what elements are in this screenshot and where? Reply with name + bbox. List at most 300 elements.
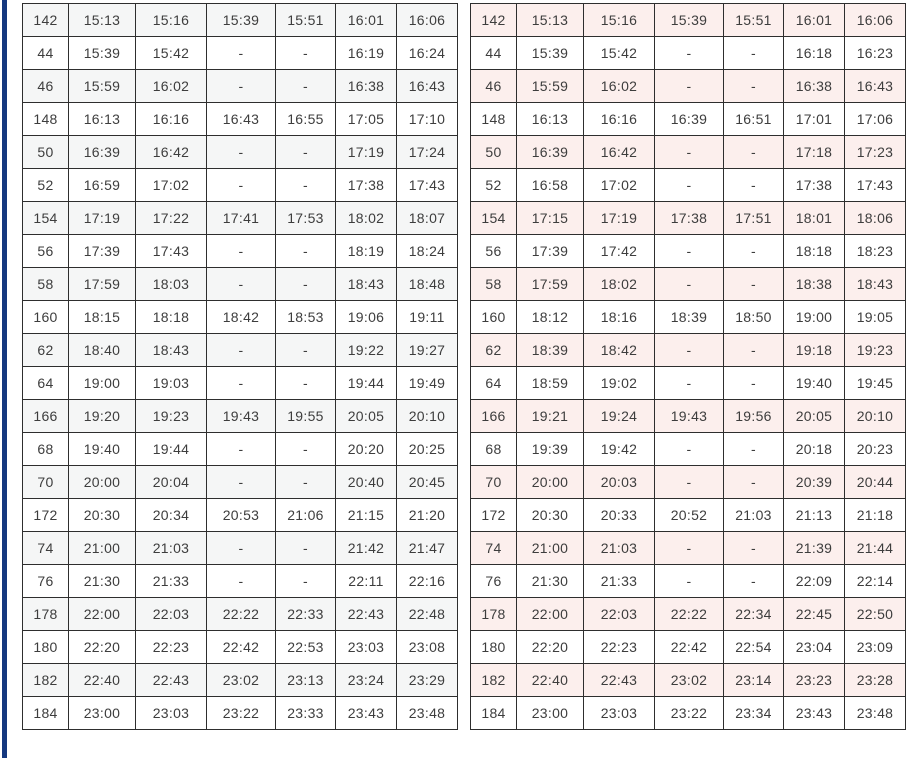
time-cell: 19:40: [69, 433, 136, 466]
table-row: [471, 334, 906, 367]
time-cell: 18:42: [207, 301, 276, 334]
time-cell: 19:23: [845, 334, 906, 367]
time-cell: 23:03: [336, 631, 397, 664]
time-cell: 21:30: [69, 565, 136, 598]
time-cell: 15:59: [69, 70, 136, 103]
time-cell: 19:18: [784, 334, 845, 367]
time-cell: 19:27: [397, 334, 458, 367]
time-cell: 15:59: [517, 70, 584, 103]
time-cell: -: [655, 37, 724, 70]
time-cell: 21:00: [517, 532, 584, 565]
route-number-cell: 166: [471, 400, 517, 433]
table-row: [23, 268, 458, 301]
time-cell: 20:30: [517, 499, 584, 532]
time-cell: 17:38: [784, 169, 845, 202]
table-row: [23, 70, 458, 103]
time-cell: 22:20: [517, 631, 584, 664]
time-cell: 20:04: [136, 466, 207, 499]
time-cell: 22:03: [136, 598, 207, 631]
route-number-cell: 160: [23, 301, 69, 334]
time-cell: 17:02: [584, 169, 655, 202]
route-number-cell: 172: [23, 499, 69, 532]
time-cell: 16:55: [276, 103, 336, 136]
time-cell: 23:28: [845, 664, 906, 697]
time-cell: 16:42: [136, 136, 207, 169]
route-number-cell: 172: [471, 499, 517, 532]
time-cell: 21:06: [276, 499, 336, 532]
time-cell: 23:14: [724, 664, 784, 697]
time-cell: 16:43: [845, 70, 906, 103]
route-number-cell: 74: [471, 532, 517, 565]
time-cell: 20:33: [584, 499, 655, 532]
route-number-cell: 160: [471, 301, 517, 334]
time-cell: 17:43: [136, 235, 207, 268]
time-cell: 22:00: [517, 598, 584, 631]
time-cell: 19:40: [784, 367, 845, 400]
time-cell: 16:43: [207, 103, 276, 136]
time-cell: 21:42: [336, 532, 397, 565]
time-cell: -: [276, 532, 336, 565]
time-cell: 17:41: [207, 202, 276, 235]
time-cell: -: [207, 136, 276, 169]
time-cell: -: [655, 169, 724, 202]
time-cell: 22:40: [517, 664, 584, 697]
time-cell: 22:22: [207, 598, 276, 631]
time-cell: 23:03: [584, 697, 655, 730]
route-number-cell: 76: [23, 565, 69, 598]
time-cell: 17:53: [276, 202, 336, 235]
time-cell: 20:05: [336, 400, 397, 433]
time-cell: 16:13: [69, 103, 136, 136]
time-cell: 15:51: [276, 4, 336, 37]
table-row: [23, 367, 458, 400]
timetable-left-body: [23, 4, 458, 730]
route-number-cell: 44: [23, 37, 69, 70]
time-cell: 17:38: [655, 202, 724, 235]
route-number-cell: 50: [23, 136, 69, 169]
time-cell: 16:38: [784, 70, 845, 103]
route-number-cell: 52: [23, 169, 69, 202]
time-cell: 17:38: [336, 169, 397, 202]
time-cell: 23:29: [397, 664, 458, 697]
time-cell: 19:44: [336, 367, 397, 400]
table-row: [471, 103, 906, 136]
route-number-cell: 68: [23, 433, 69, 466]
time-cell: -: [655, 433, 724, 466]
time-cell: 22:20: [69, 631, 136, 664]
time-cell: 23:33: [276, 697, 336, 730]
time-cell: 19:05: [845, 301, 906, 334]
time-cell: 22:22: [655, 598, 724, 631]
table-row: [23, 532, 458, 565]
table-row: [23, 697, 458, 730]
route-number-cell: 148: [471, 103, 517, 136]
time-cell: 19:43: [655, 400, 724, 433]
time-cell: 19:44: [136, 433, 207, 466]
time-cell: 15:13: [69, 4, 136, 37]
table-row: [471, 202, 906, 235]
table-row: [471, 235, 906, 268]
time-cell: -: [655, 235, 724, 268]
time-cell: -: [724, 169, 784, 202]
time-cell: 20:45: [397, 466, 458, 499]
route-number-cell: 62: [471, 334, 517, 367]
time-cell: 22:43: [136, 664, 207, 697]
route-number-cell: 142: [471, 4, 517, 37]
route-number-cell: 44: [471, 37, 517, 70]
time-cell: 20:05: [784, 400, 845, 433]
table-row: [471, 37, 906, 70]
time-cell: 17:42: [584, 235, 655, 268]
time-cell: 22:23: [584, 631, 655, 664]
time-cell: 16:02: [136, 70, 207, 103]
time-cell: 18:42: [584, 334, 655, 367]
time-cell: -: [724, 70, 784, 103]
table-row: [23, 37, 458, 70]
table-row: [23, 631, 458, 664]
route-number-cell: 182: [23, 664, 69, 697]
time-cell: 16:39: [517, 136, 584, 169]
time-cell: 23:00: [517, 697, 584, 730]
time-cell: 20:30: [69, 499, 136, 532]
time-cell: 19:20: [69, 400, 136, 433]
table-row: [23, 565, 458, 598]
time-cell: 19:00: [69, 367, 136, 400]
time-cell: 18:18: [784, 235, 845, 268]
time-cell: 15:39: [207, 4, 276, 37]
table-row: [471, 70, 906, 103]
time-cell: 23:22: [207, 697, 276, 730]
time-cell: 21:18: [845, 499, 906, 532]
time-cell: 19:24: [584, 400, 655, 433]
route-number-cell: 56: [23, 235, 69, 268]
time-cell: 20:20: [336, 433, 397, 466]
time-cell: -: [724, 466, 784, 499]
time-cell: 16:43: [397, 70, 458, 103]
timetable-right: [470, 3, 906, 730]
time-cell: 19:02: [584, 367, 655, 400]
time-cell: -: [276, 169, 336, 202]
time-cell: 23:00: [69, 697, 136, 730]
left-accent-bar: [2, 0, 7, 758]
time-cell: 21:03: [584, 532, 655, 565]
time-cell: 17:19: [336, 136, 397, 169]
time-cell: 18:24: [397, 235, 458, 268]
time-cell: -: [276, 37, 336, 70]
time-cell: 23:02: [655, 664, 724, 697]
time-cell: 20:44: [845, 466, 906, 499]
table-row: [471, 433, 906, 466]
time-cell: 23:08: [397, 631, 458, 664]
time-cell: -: [207, 565, 276, 598]
time-cell: 18:48: [397, 268, 458, 301]
route-number-cell: 70: [471, 466, 517, 499]
time-cell: 23:23: [784, 664, 845, 697]
time-cell: -: [276, 367, 336, 400]
time-cell: 22:09: [784, 565, 845, 598]
route-number-cell: 46: [23, 70, 69, 103]
time-cell: 22:23: [136, 631, 207, 664]
table-row: [471, 664, 906, 697]
time-cell: 15:16: [136, 4, 207, 37]
time-cell: 16:18: [784, 37, 845, 70]
route-number-cell: 58: [471, 268, 517, 301]
time-cell: -: [724, 37, 784, 70]
time-cell: 17:59: [517, 268, 584, 301]
time-cell: 23:03: [136, 697, 207, 730]
route-number-cell: 62: [23, 334, 69, 367]
time-cell: -: [724, 565, 784, 598]
time-cell: 16:16: [136, 103, 207, 136]
time-cell: 16:16: [584, 103, 655, 136]
time-cell: -: [207, 466, 276, 499]
time-cell: 17:05: [336, 103, 397, 136]
time-cell: 18:59: [517, 367, 584, 400]
route-number-cell: 178: [23, 598, 69, 631]
time-cell: 22:48: [397, 598, 458, 631]
time-cell: 18:18: [136, 301, 207, 334]
time-cell: 21:39: [784, 532, 845, 565]
time-cell: 21:33: [136, 565, 207, 598]
route-number-cell: 76: [471, 565, 517, 598]
time-cell: -: [276, 565, 336, 598]
time-cell: 23:22: [655, 697, 724, 730]
table-row: [23, 664, 458, 697]
time-cell: 17:19: [69, 202, 136, 235]
timetable-left: [22, 3, 458, 730]
route-number-cell: 154: [23, 202, 69, 235]
time-cell: 15:39: [655, 4, 724, 37]
time-cell: 15:51: [724, 4, 784, 37]
time-cell: -: [276, 433, 336, 466]
time-cell: 21:44: [845, 532, 906, 565]
time-cell: -: [276, 70, 336, 103]
time-cell: 23:43: [336, 697, 397, 730]
time-cell: 22:54: [724, 631, 784, 664]
route-number-cell: 68: [471, 433, 517, 466]
time-cell: -: [207, 169, 276, 202]
time-cell: 16:01: [784, 4, 845, 37]
time-cell: 23:48: [397, 697, 458, 730]
time-cell: 17:43: [845, 169, 906, 202]
time-cell: 16:59: [69, 169, 136, 202]
time-cell: 19:43: [207, 400, 276, 433]
time-cell: 16:51: [724, 103, 784, 136]
time-cell: 18:43: [336, 268, 397, 301]
time-cell: 18:38: [784, 268, 845, 301]
time-cell: -: [276, 235, 336, 268]
route-number-cell: 50: [471, 136, 517, 169]
time-cell: 22:43: [584, 664, 655, 697]
time-cell: 22:53: [276, 631, 336, 664]
time-cell: 22:45: [784, 598, 845, 631]
time-cell: 23:48: [845, 697, 906, 730]
time-cell: 20:03: [584, 466, 655, 499]
time-cell: 17:10: [397, 103, 458, 136]
time-cell: 15:13: [517, 4, 584, 37]
table-row: [471, 136, 906, 169]
route-number-cell: 58: [23, 268, 69, 301]
time-cell: -: [655, 466, 724, 499]
time-cell: 22:33: [276, 598, 336, 631]
time-cell: 15:39: [517, 37, 584, 70]
time-cell: 22:42: [655, 631, 724, 664]
time-cell: 18:43: [845, 268, 906, 301]
table-row: [471, 301, 906, 334]
time-cell: 21:30: [517, 565, 584, 598]
time-cell: 17:22: [136, 202, 207, 235]
route-number-cell: 184: [23, 697, 69, 730]
time-cell: -: [276, 268, 336, 301]
route-number-cell: 64: [471, 367, 517, 400]
table-row: [471, 466, 906, 499]
time-cell: 21:13: [784, 499, 845, 532]
time-cell: -: [207, 433, 276, 466]
table-row: [23, 136, 458, 169]
time-cell: 16:02: [584, 70, 655, 103]
time-cell: -: [207, 37, 276, 70]
time-cell: 21:00: [69, 532, 136, 565]
time-cell: 17:39: [517, 235, 584, 268]
time-cell: 18:39: [655, 301, 724, 334]
time-cell: 16:01: [336, 4, 397, 37]
time-cell: 21:20: [397, 499, 458, 532]
time-cell: 20:40: [336, 466, 397, 499]
time-cell: 20:10: [845, 400, 906, 433]
time-cell: 17:51: [724, 202, 784, 235]
time-cell: 22:11: [336, 565, 397, 598]
table-row: [23, 499, 458, 532]
route-number-cell: 56: [471, 235, 517, 268]
time-cell: 19:42: [584, 433, 655, 466]
time-cell: 18:39: [517, 334, 584, 367]
time-cell: -: [655, 565, 724, 598]
table-row: [23, 235, 458, 268]
time-cell: 18:02: [584, 268, 655, 301]
route-number-cell: 182: [471, 664, 517, 697]
time-cell: -: [724, 136, 784, 169]
table-row: [471, 4, 906, 37]
table-row: [471, 169, 906, 202]
time-cell: 22:03: [584, 598, 655, 631]
time-cell: -: [276, 466, 336, 499]
time-cell: 18:02: [336, 202, 397, 235]
time-cell: 16:23: [845, 37, 906, 70]
time-cell: 22:42: [207, 631, 276, 664]
route-number-cell: 142: [23, 4, 69, 37]
table-row: [471, 631, 906, 664]
time-cell: 20:34: [136, 499, 207, 532]
time-cell: -: [655, 532, 724, 565]
time-cell: 16:06: [397, 4, 458, 37]
time-cell: 23:24: [336, 664, 397, 697]
time-cell: 20:23: [845, 433, 906, 466]
time-cell: 21:15: [336, 499, 397, 532]
time-cell: 19:56: [724, 400, 784, 433]
time-cell: -: [207, 268, 276, 301]
route-number-cell: 166: [23, 400, 69, 433]
time-cell: 22:14: [845, 565, 906, 598]
table-row: [471, 565, 906, 598]
time-cell: -: [655, 334, 724, 367]
route-number-cell: 148: [23, 103, 69, 136]
route-number-cell: 52: [471, 169, 517, 202]
time-cell: -: [724, 235, 784, 268]
time-cell: -: [724, 433, 784, 466]
time-cell: 19:49: [397, 367, 458, 400]
time-cell: 15:16: [584, 4, 655, 37]
time-cell: 18:19: [336, 235, 397, 268]
time-cell: -: [724, 268, 784, 301]
time-cell: 18:03: [136, 268, 207, 301]
table-row: [23, 598, 458, 631]
time-cell: 23:43: [784, 697, 845, 730]
time-cell: -: [207, 334, 276, 367]
time-cell: 17:19: [584, 202, 655, 235]
time-cell: 18:01: [784, 202, 845, 235]
route-number-cell: 180: [23, 631, 69, 664]
table-row: [471, 367, 906, 400]
time-cell: 18:43: [136, 334, 207, 367]
time-cell: -: [207, 532, 276, 565]
time-cell: 17:01: [784, 103, 845, 136]
time-cell: 19:55: [276, 400, 336, 433]
time-cell: 22:00: [69, 598, 136, 631]
time-cell: 16:19: [336, 37, 397, 70]
table-row: [471, 268, 906, 301]
time-cell: 17:02: [136, 169, 207, 202]
time-cell: -: [655, 136, 724, 169]
time-cell: 16:58: [517, 169, 584, 202]
time-cell: 23:13: [276, 664, 336, 697]
time-cell: 23:04: [784, 631, 845, 664]
time-cell: -: [276, 136, 336, 169]
table-row: [23, 334, 458, 367]
time-cell: -: [207, 367, 276, 400]
time-cell: 22:50: [845, 598, 906, 631]
time-cell: 19:03: [136, 367, 207, 400]
time-cell: 17:06: [845, 103, 906, 136]
time-cell: 16:13: [517, 103, 584, 136]
time-cell: 20:18: [784, 433, 845, 466]
time-cell: 19:11: [397, 301, 458, 334]
time-cell: 21:03: [724, 499, 784, 532]
time-cell: 17:18: [784, 136, 845, 169]
time-cell: 19:06: [336, 301, 397, 334]
time-cell: 18:40: [69, 334, 136, 367]
time-cell: 22:34: [724, 598, 784, 631]
time-cell: -: [724, 334, 784, 367]
time-cell: 19:00: [784, 301, 845, 334]
time-cell: 16:39: [69, 136, 136, 169]
time-cell: 21:47: [397, 532, 458, 565]
time-cell: 18:53: [276, 301, 336, 334]
table-row: [471, 532, 906, 565]
time-cell: 17:59: [69, 268, 136, 301]
table-row: [471, 499, 906, 532]
time-cell: 22:16: [397, 565, 458, 598]
table-row: [471, 697, 906, 730]
time-cell: 19:23: [136, 400, 207, 433]
time-cell: 20:39: [784, 466, 845, 499]
time-cell: 15:39: [69, 37, 136, 70]
time-cell: 23:34: [724, 697, 784, 730]
time-cell: 18:07: [397, 202, 458, 235]
time-cell: 18:16: [584, 301, 655, 334]
time-cell: -: [655, 367, 724, 400]
time-cell: 23:02: [207, 664, 276, 697]
table-row: [23, 103, 458, 136]
